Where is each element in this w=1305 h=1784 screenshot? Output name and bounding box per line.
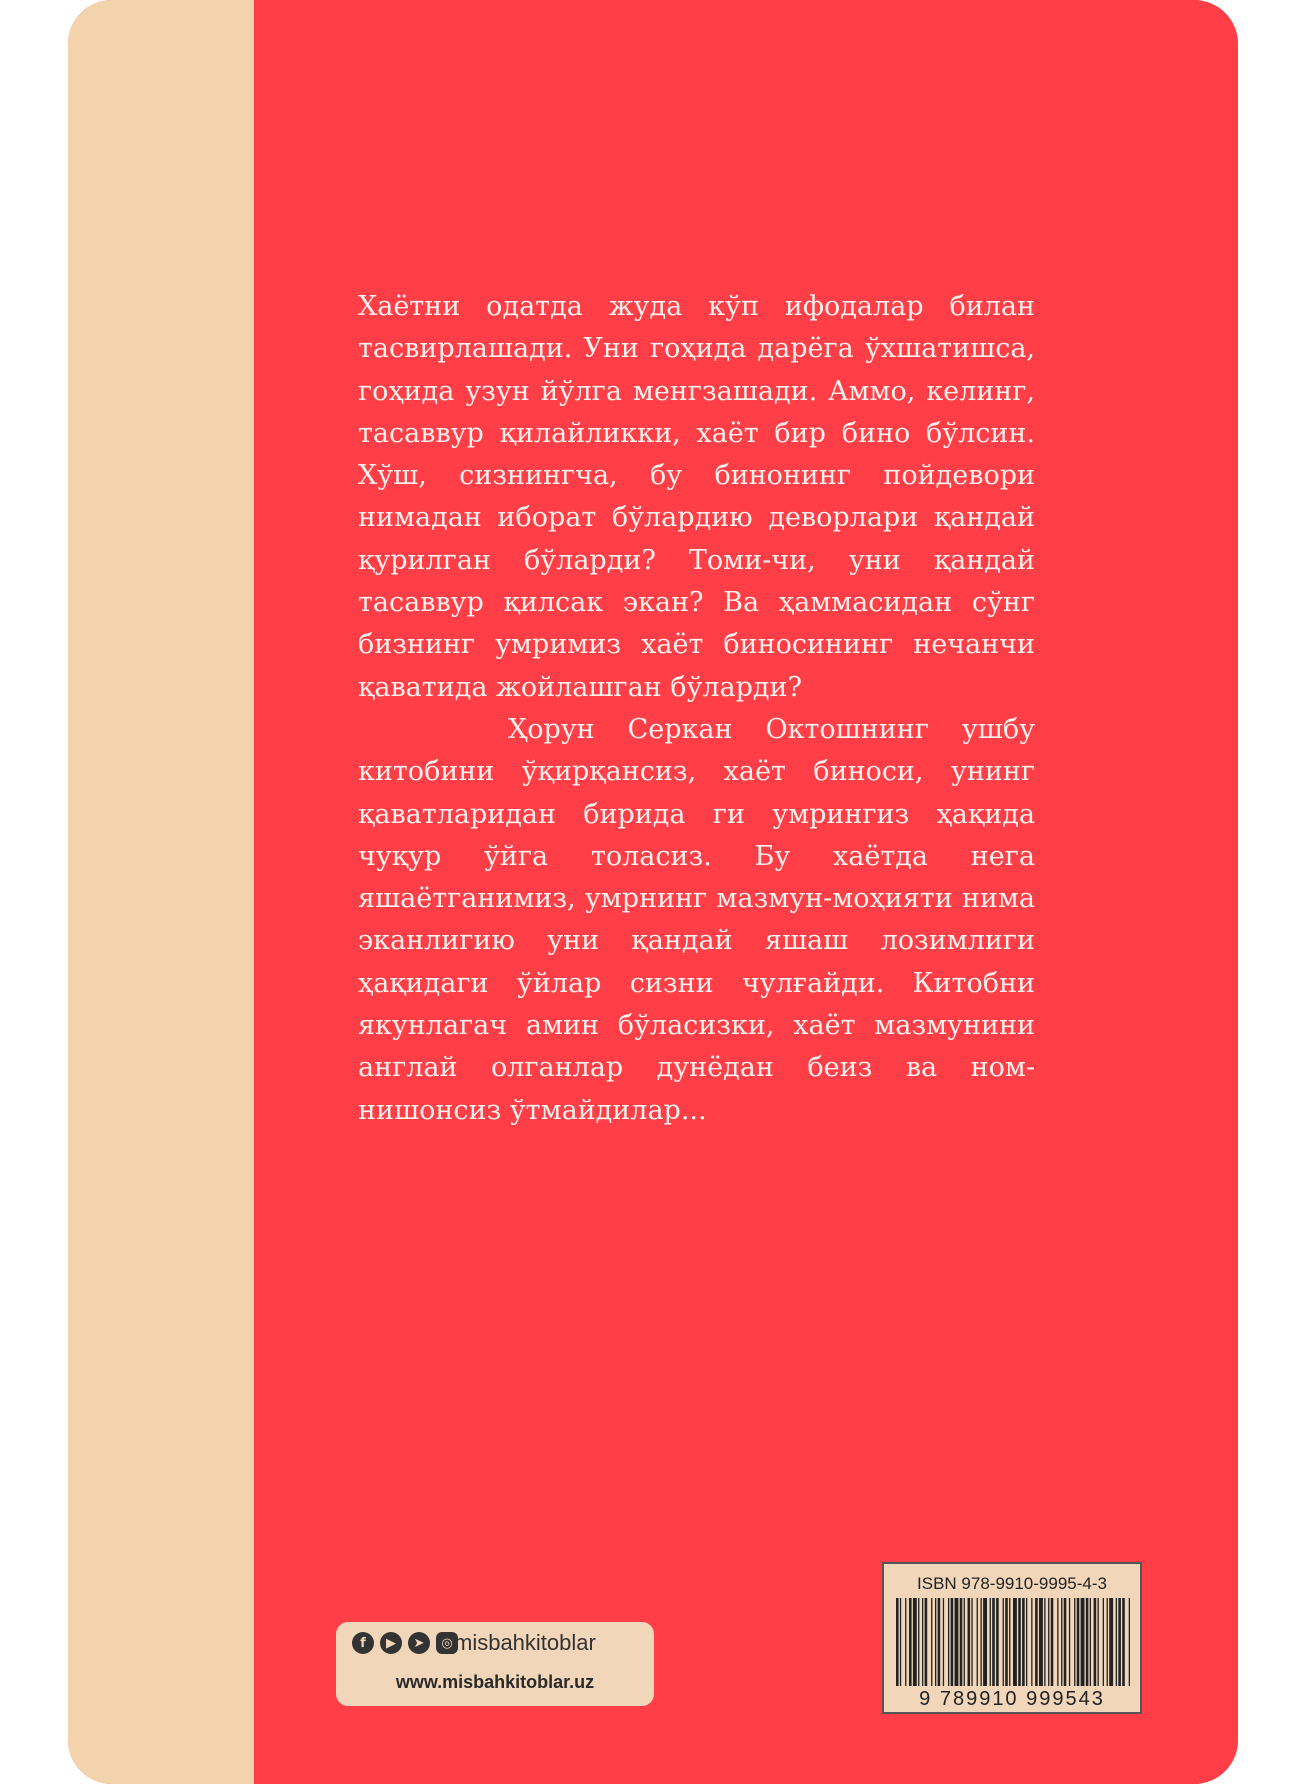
publisher-website[interactable]: www.misbahkitoblar.uz — [395, 1672, 595, 1692]
barcode-bar — [1009, 1598, 1010, 1686]
barcode-bar — [1022, 1598, 1025, 1686]
blurb-paragraph-2: Ҳорун Серкан Октошнинг ушбу китобини ўқирқансиз, хаёт биноси, унинг қаватларидан бирида ги умрингиз ҳақида чуқур ўйга толасиз. Бу хаётда нега яшаётганимиз, умрнинг мазмун-моҳияти нима эканлигию уни қандай яшаш лозимлиги ҳақидаги ўйлар сизни чулғайди. Китобни якунлагач амин бўласизки, хаёт мазмунини англай олганлар дунёдан беиз ва ном-нишонсиз ўтмайдилар... — [358, 713, 1035, 1126]
barcode-digits: 9 789910 999543 — [919, 1688, 1105, 1710]
youtube-icon[interactable]: ▶ — [380, 1632, 402, 1654]
barcode-bar — [943, 1598, 944, 1686]
barcode-bar — [1064, 1598, 1067, 1686]
barcode-bar — [1129, 1598, 1130, 1686]
barcode-bar — [1026, 1598, 1027, 1686]
barcode-bar — [960, 1598, 963, 1686]
publisher-badge — [336, 1622, 654, 1706]
telegram-icon[interactable]: ➤ — [408, 1632, 430, 1654]
barcode-bar — [1086, 1598, 1089, 1686]
barcode-bar — [981, 1598, 982, 1686]
barcode-bar — [948, 1598, 949, 1686]
barcode-bar — [896, 1598, 899, 1686]
barcode-bar — [977, 1598, 978, 1686]
barcode-bar — [925, 1598, 928, 1686]
barcode-bar — [938, 1598, 941, 1686]
social-icons — [352, 1632, 458, 1654]
barcode-bar — [922, 1598, 923, 1686]
facebook-icon[interactable]: f — [352, 1632, 374, 1654]
blurb — [358, 286, 1035, 1132]
blurb-paragraph-1: Хаётни одатда жуда кўп ифодалар билан тасвирлашади. Уни гоҳида дарёга ўхшатишса, гоҳида узун йўлга менгзашади. Аммо, келинг, тасаввур қилайликки, хаёт бир бино бўлсин. Хўш, сизнингча, бу бинонинг пойдевори нимадан иборат бўлардию деворлари қандай қурилган бўларди? Томи-чи, уни қандай тасаввур қилсак экан? Ва ҳаммасидан сўнг бизнинг умримиз хаёт биносининг нечанчи қаватида жойлашган бўларди? — [358, 291, 1035, 703]
barcode-bar — [992, 1598, 995, 1686]
barcode-bar — [1035, 1598, 1038, 1686]
isbn-box — [882, 1562, 1142, 1714]
barcode-bar — [955, 1598, 959, 1686]
barcode-bar — [1122, 1598, 1125, 1686]
instagram-icon[interactable]: ◎ — [436, 1632, 458, 1654]
barcode-bar — [951, 1598, 954, 1686]
barcode-bar — [996, 1598, 999, 1686]
book-back-cover — [68, 0, 1238, 1784]
barcode-bar — [1103, 1598, 1104, 1686]
barcode-bar — [931, 1598, 932, 1686]
barcode-bar — [909, 1598, 912, 1686]
barcode-bar — [1074, 1598, 1075, 1686]
barcode-bar — [1061, 1598, 1062, 1686]
spine — [68, 0, 254, 1784]
barcode-bar — [1013, 1598, 1017, 1686]
barcode-bar — [918, 1598, 919, 1686]
barcode-bar — [935, 1598, 936, 1686]
barcode-bar — [1098, 1598, 1099, 1686]
barcode-bar — [964, 1598, 965, 1686]
barcode — [894, 1598, 1132, 1686]
barcode-bar — [968, 1598, 971, 1686]
barcode-bar — [1109, 1598, 1113, 1686]
barcode-bar — [1107, 1598, 1108, 1686]
barcode-bar — [983, 1598, 987, 1686]
barcode-bar — [971, 1598, 972, 1686]
barcode-bar — [1116, 1598, 1117, 1686]
publisher-handle: misbahkitoblar — [454, 1630, 596, 1655]
barcode-bar — [1077, 1598, 1080, 1686]
barcode-bar — [1069, 1598, 1070, 1686]
barcode-bar — [1057, 1598, 1058, 1686]
barcode-bar — [1031, 1598, 1032, 1686]
barcode-bar — [1005, 1598, 1008, 1686]
barcode-bar — [905, 1598, 906, 1686]
barcode-bar — [990, 1598, 991, 1686]
barcode-bar — [1039, 1598, 1043, 1686]
isbn-label: ISBN 978-9910-9995-4-3 — [917, 1574, 1107, 1593]
barcode-bar — [1048, 1598, 1049, 1686]
barcode-bar — [1044, 1598, 1045, 1686]
barcode-bar — [1090, 1598, 1091, 1686]
barcode-bar — [1118, 1598, 1121, 1686]
barcode-bar — [1081, 1598, 1085, 1686]
barcode-bar — [1094, 1598, 1097, 1686]
barcode-bar — [1018, 1598, 1021, 1686]
barcode-bar — [913, 1598, 917, 1686]
barcode-bar — [1003, 1598, 1004, 1686]
barcode-bar — [1051, 1598, 1054, 1686]
barcode-bar — [900, 1598, 901, 1686]
